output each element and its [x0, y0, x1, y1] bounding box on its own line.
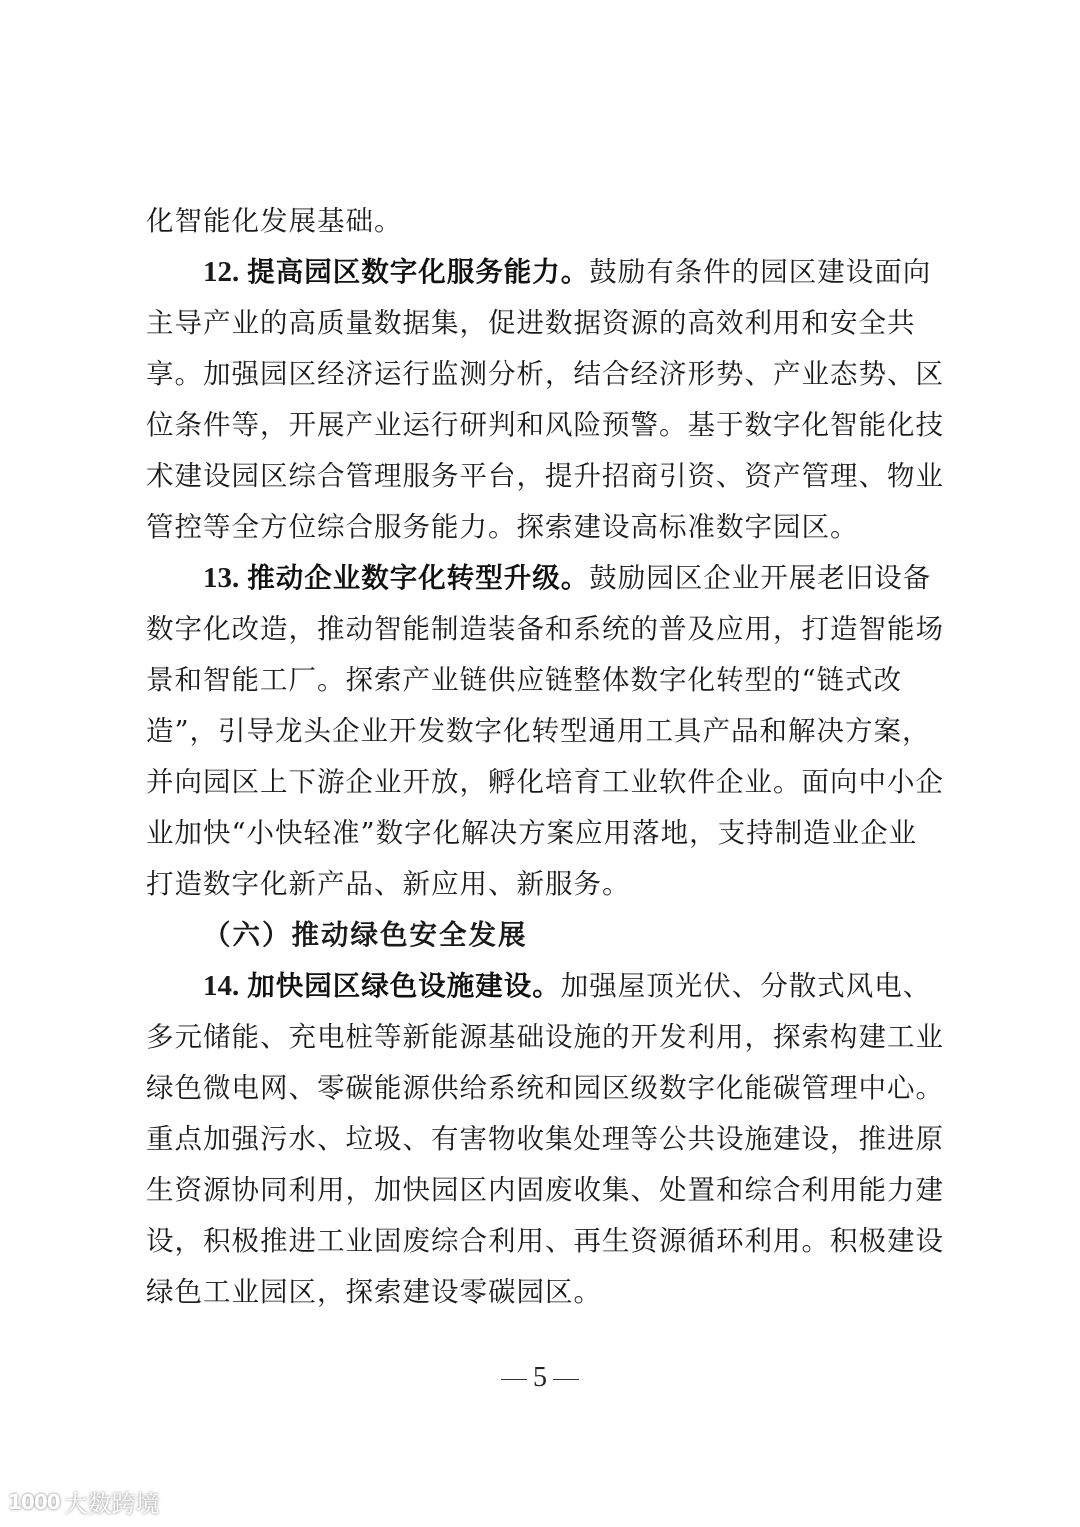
dash-left [501, 1379, 527, 1381]
watermark-text: 大数跨境 [63, 1490, 160, 1518]
section-heading: （六）推动绿色安全发展 [203, 919, 528, 951]
text-line [146, 196, 946, 247]
item-number: 13. [203, 562, 240, 594]
page-number [0, 1362, 1080, 1394]
line-text: 加强屋顶光伏、分散式风电、 [560, 970, 932, 1002]
dash-right [553, 1379, 579, 1381]
section-14-title-line [146, 961, 946, 1012]
line-text: 数字化改造，推动智能制造装备和系统的普及应用，打造智能场 [146, 613, 944, 645]
text-line [146, 808, 946, 859]
line-text: 术建设园区综合管理服务平台，提升招商引资、资产管理、物业 [146, 460, 944, 492]
text-line [146, 451, 946, 502]
item-number: 12. [203, 256, 240, 288]
item-title: 提高园区数字化服务能力。 [247, 256, 590, 288]
line-text: 造”，引导龙头企业开发数字化转型通用工具产品和解决方案， [146, 715, 931, 747]
text-line [146, 706, 946, 757]
section-13-title-line [146, 553, 946, 604]
text-line [146, 655, 946, 706]
line-text: 并向园区上下游企业开放，孵化培育工业软件企业。面向中小企 [146, 766, 944, 798]
line-text: 多元储能、充电桩等新能源基础设施的开发利用，探索构建工业 [146, 1021, 944, 1053]
line-text: 生资源协同利用，加快园区内固废收集、处置和综合利用能力建 [146, 1174, 944, 1206]
page-number-value: 5 [533, 1362, 547, 1393]
line-text: 鼓励有条件的园区建设面向 [589, 256, 932, 288]
item-number: 14. [203, 970, 240, 1002]
watermark [8, 1484, 160, 1519]
text-line [146, 502, 946, 553]
text-line [146, 757, 946, 808]
line-text: 景和智能工厂。探索产业链供应链整体数字化转型的“链式改 [146, 664, 903, 696]
line-text: 打造数字化新产品、新应用、新服务。 [146, 868, 631, 900]
text-line [146, 604, 946, 655]
text-line [146, 1114, 946, 1165]
item-title: 推动企业数字化转型升级。 [247, 562, 590, 594]
line-text: 业加快“小快轻准”数字化解决方案应用落地，支持制造业企业 [146, 817, 918, 849]
text-line [146, 1165, 946, 1216]
section-12-title-line [146, 247, 946, 298]
line-text: 设，积极推进工业固废综合利用、再生资源循环利用。积极建设 [146, 1225, 944, 1257]
line-text: 重点加强污水、垃圾、有害物收集处理等公共设施建设，推进原 [146, 1123, 944, 1155]
text-line [146, 400, 946, 451]
text-line [146, 349, 946, 400]
text-line [146, 1063, 946, 1114]
line-text: 绿色微电网、零碳能源供给系统和园区级数字化能碳管理中心。 [146, 1072, 944, 1104]
watermark-logo-icon: 1000 [8, 1489, 60, 1514]
line-text: 位条件等，开展产业运行研判和风险预警。基于数字化智能化技 [146, 409, 944, 441]
text-line [146, 298, 946, 349]
text-line [146, 1267, 946, 1318]
line-text: 绿色工业园区，探索建设零碳园区。 [146, 1276, 602, 1308]
line-text: 享。加强园区经济运行监测分析，结合经济形势、产业态势、区 [146, 358, 944, 390]
text-line [146, 859, 946, 910]
line-text: 主导产业的高质量数据集，促进数据资源的高效利用和安全共 [146, 307, 916, 339]
item-title: 加快园区绿色设施建设。 [247, 970, 561, 1002]
document-page [146, 196, 946, 1318]
line-text: 化智能化发展基础。 [146, 205, 403, 237]
line-text: 鼓励园区企业开展老旧设备 [589, 562, 932, 594]
text-line [146, 1216, 946, 1267]
text-line [146, 1012, 946, 1063]
line-text: 管控等全方位综合服务能力。探索建设高标准数字园区。 [146, 511, 859, 543]
section-6-heading [146, 910, 946, 961]
